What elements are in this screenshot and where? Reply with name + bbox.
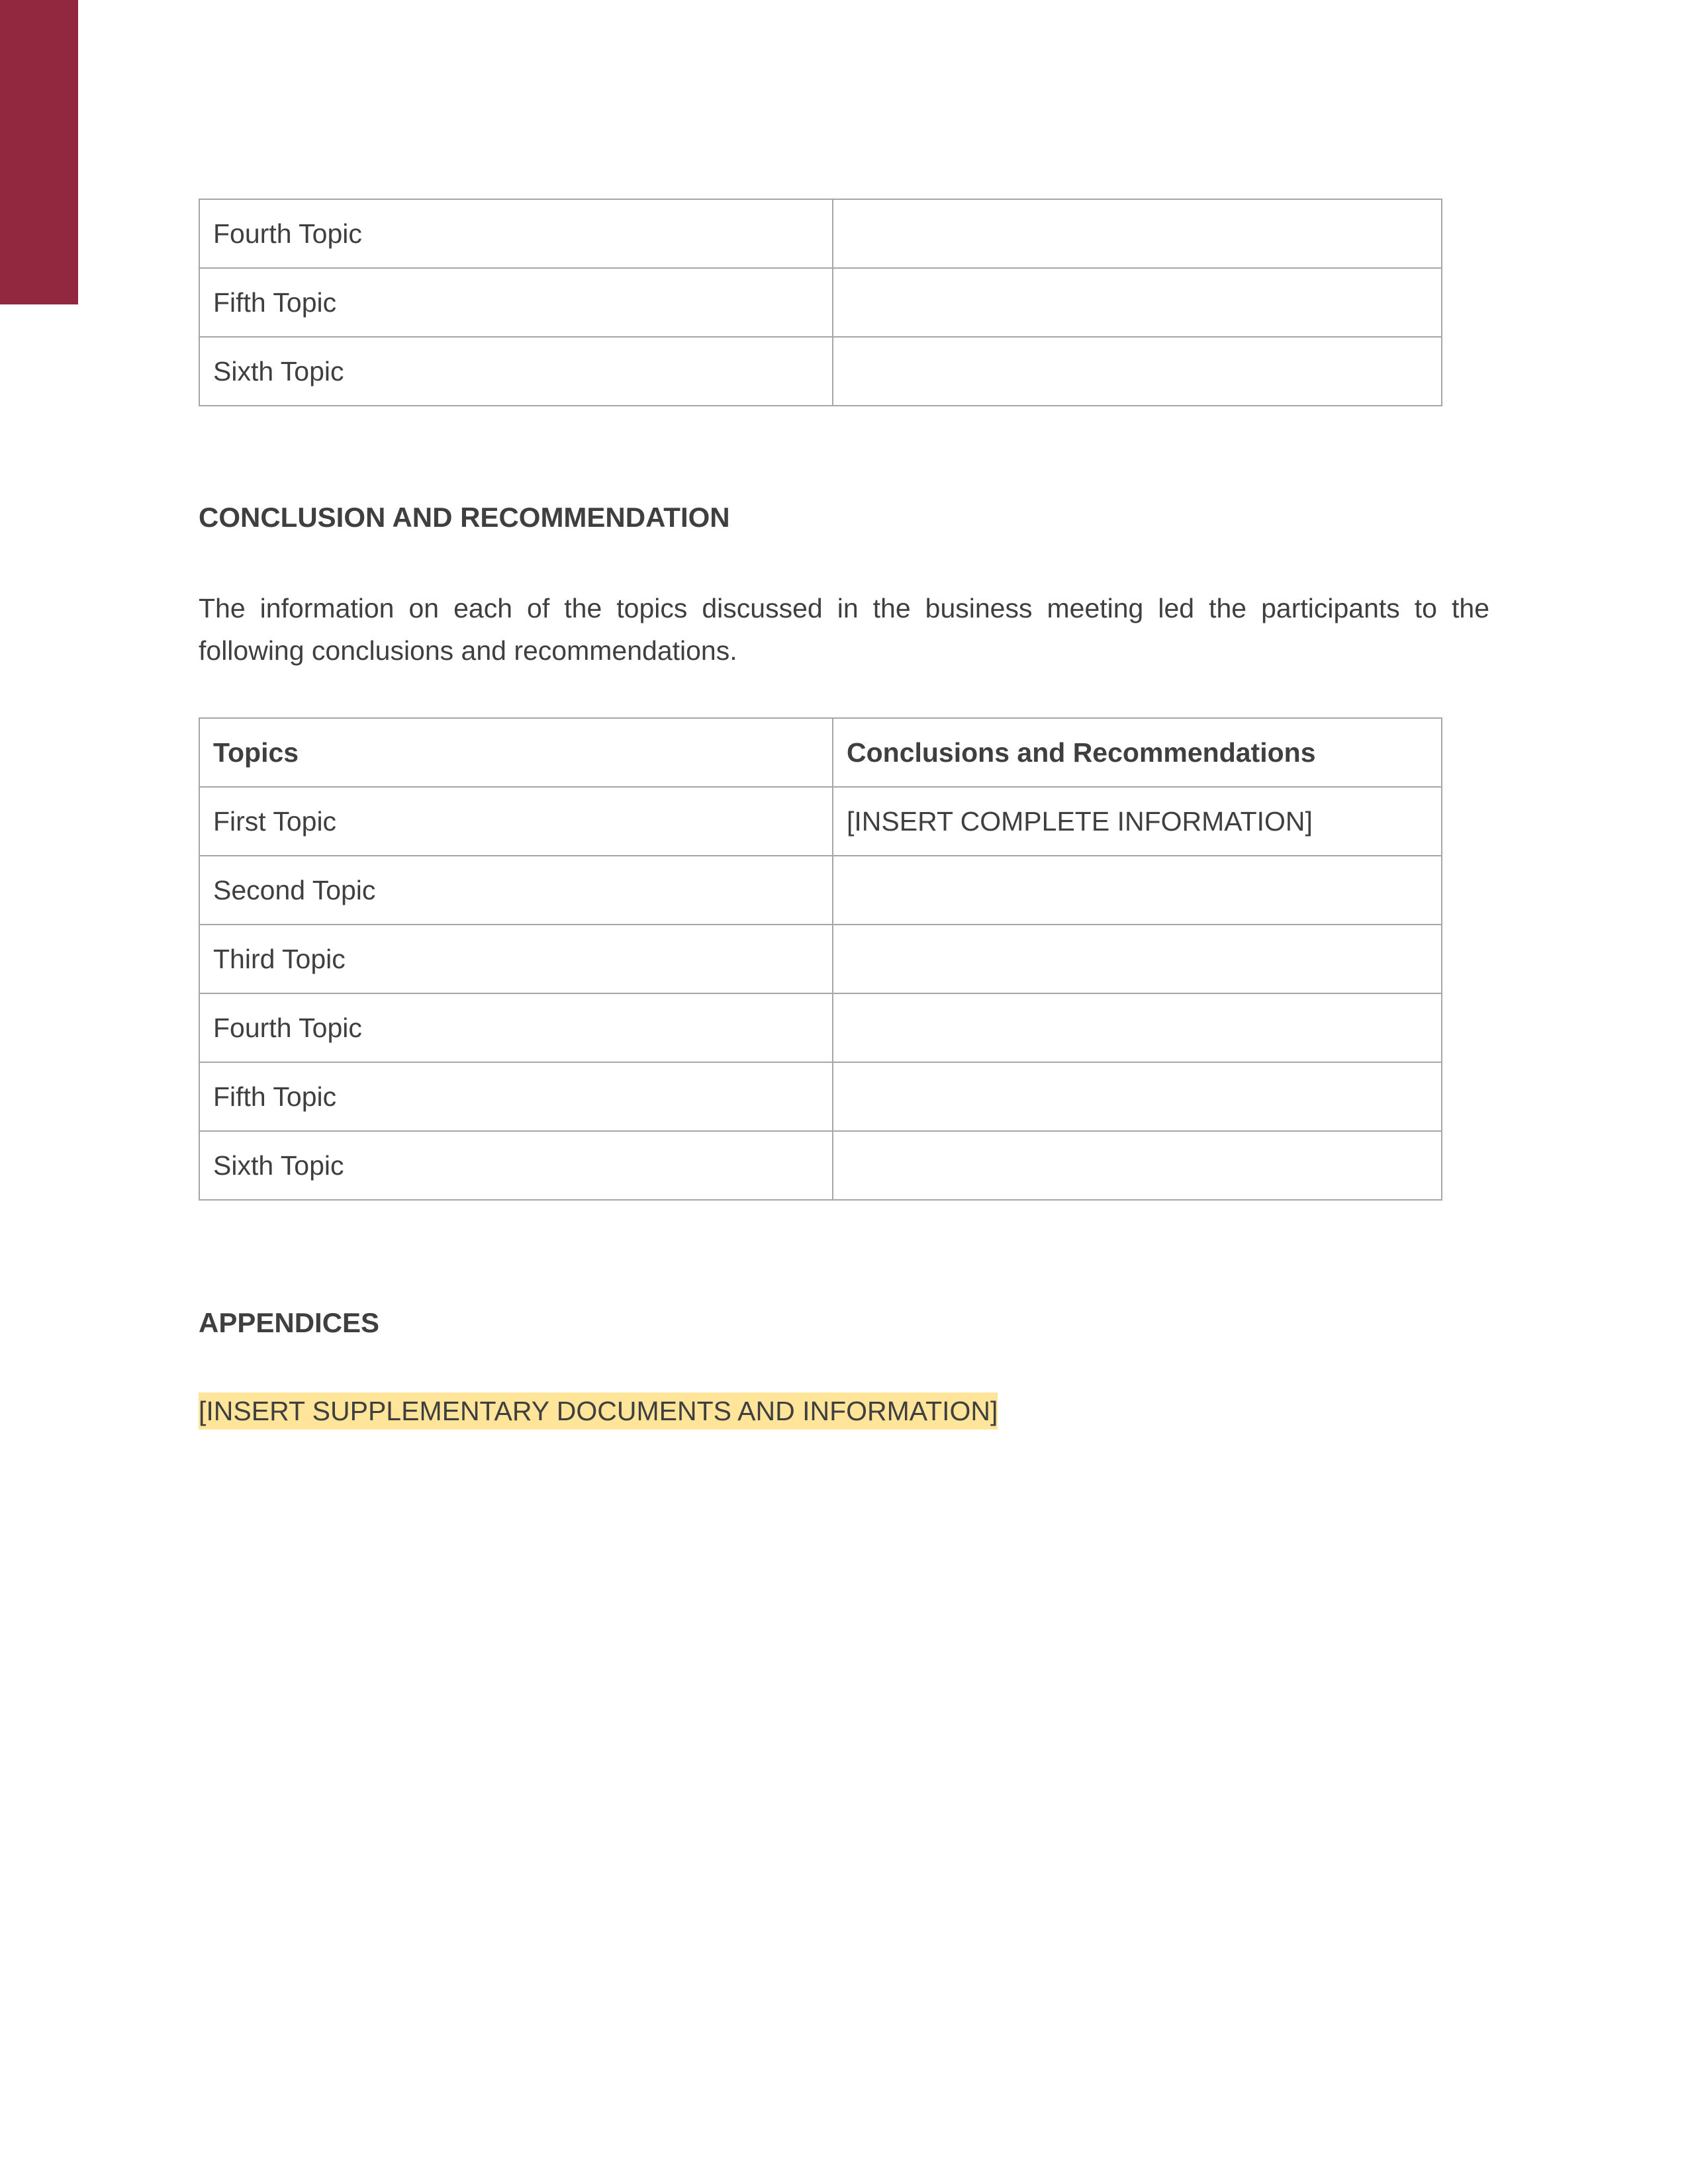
topic-cell: Fifth Topic [199,268,833,337]
topic-cell: Third Topic [199,925,833,993]
table-row [199,787,1442,856]
accent-bar [0,0,78,304]
topic-cell: Sixth Topic [199,1131,833,1200]
topic-cell: Fourth Topic [199,199,833,268]
appendices-heading: APPENDICES [199,1307,380,1338]
table-header-row [199,718,1442,787]
value-cell [833,268,1442,337]
conclusion-heading: CONCLUSION AND RECOMMENDATION [199,502,730,533]
topics-table-continued [199,199,1442,406]
table-row [199,993,1442,1062]
topic-cell: Fifth Topic [199,1062,833,1131]
value-cell [833,337,1442,406]
table-row [199,1062,1442,1131]
table-row [199,856,1442,925]
table-row [199,337,1442,406]
value-cell [833,925,1442,993]
value-cell: [INSERT COMPLETE INFORMATION] [833,787,1442,856]
table-row [199,925,1442,993]
topic-cell: Second Topic [199,856,833,925]
table-row [199,268,1442,337]
value-cell [833,199,1442,268]
topic-cell: First Topic [199,787,833,856]
value-cell [833,856,1442,925]
appendices-placeholder: [INSERT SUPPLEMENTARY DOCUMENTS AND INFORMATION] [199,1392,998,1430]
value-cell [833,993,1442,1062]
table-row [199,199,1442,268]
column-header-topics: Topics [199,718,833,787]
table-row [199,1131,1442,1200]
topic-cell: Fourth Topic [199,993,833,1062]
value-cell [833,1062,1442,1131]
column-header-conclusions: Conclusions and Recommendations [833,718,1442,787]
topic-cell: Sixth Topic [199,337,833,406]
conclusion-paragraph: The information on each of the topics discussed in the business meeting led the participants to the following conclusions and recommendations. [199,593,1489,666]
conclusions-table [199,717,1442,1201]
value-cell [833,1131,1442,1200]
